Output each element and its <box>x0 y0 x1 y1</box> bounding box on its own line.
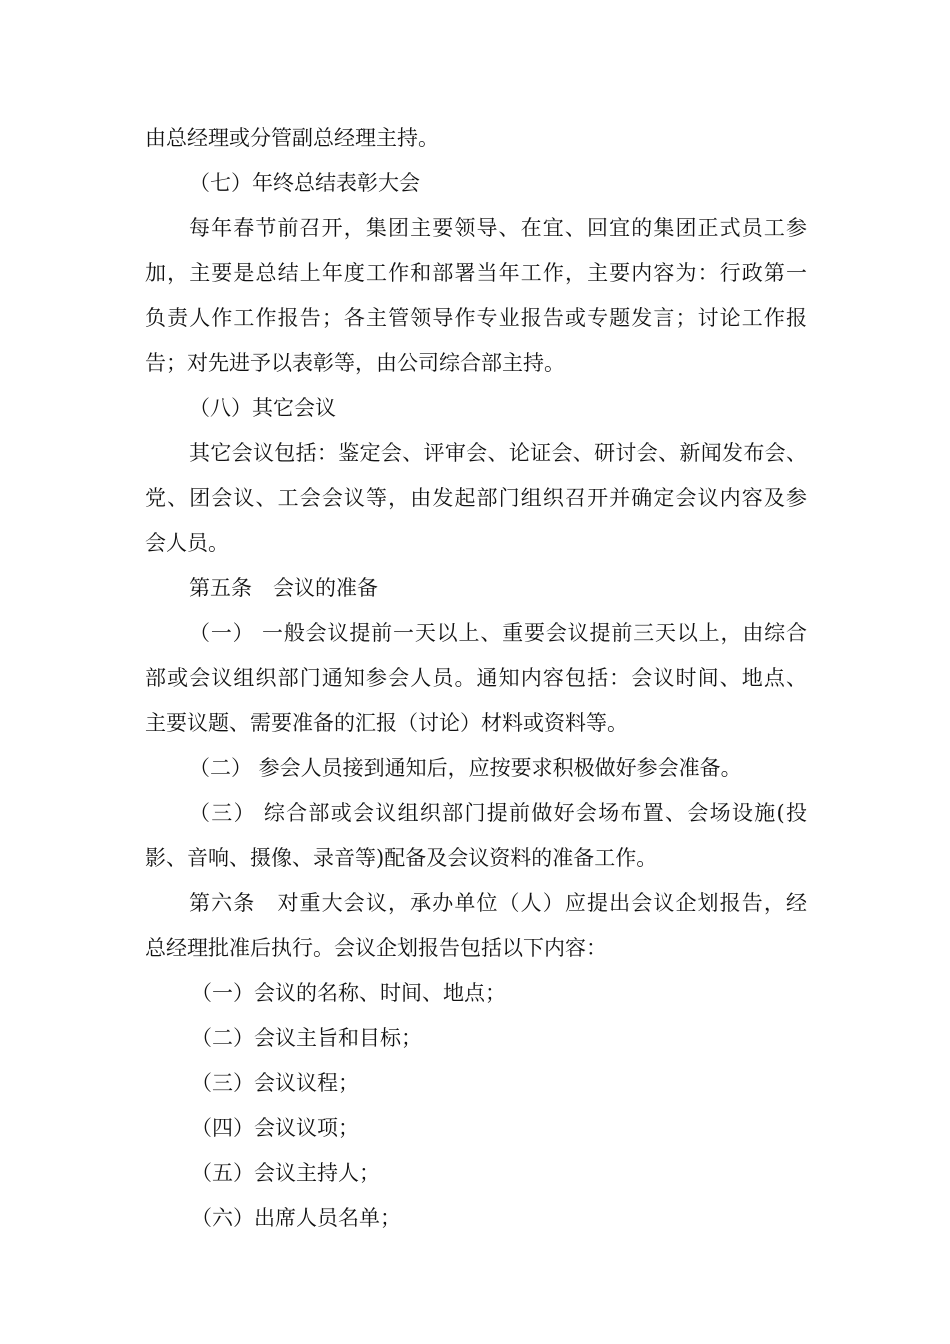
section-heading: （八）其它会议 <box>189 396 336 420</box>
text-line: 总经理批准后执行。会议企划报告包括以下内容： <box>145 936 607 960</box>
list-item: （四）会议议项； <box>191 1116 359 1140</box>
list-item: （五）会议主持人； <box>191 1161 380 1185</box>
text-line: 其它会议包括：鉴定会、评审会、论证会、研讨会、新闻发布会、 <box>189 441 807 465</box>
text-line: 负责人作工作报告；各主管领导作专业报告或专题发言；讨论工作报 <box>145 306 807 330</box>
text-line: 部或会议组织部门通知参会人员。通知内容包括：会议时间、地点、 <box>145 666 807 690</box>
list-item: （六）出席人员名单； <box>191 1206 401 1230</box>
text-line: 会人员。 <box>145 531 229 555</box>
text-line: 由总经理或分管副总经理主持。 <box>145 126 439 150</box>
list-item: （三）会议议程； <box>191 1071 359 1095</box>
text-line: （一） 一般会议提前一天以上、重要会议提前三天以上，由综合 <box>189 621 807 645</box>
text-line: 告；对先进予以表彰等，由公司综合部主持。 <box>145 351 565 375</box>
text-line: 主要议题、需要准备的汇报（讨论）材料或资料等。 <box>145 711 628 735</box>
text-line: 党、团会议、工会会议等，由发起部门组织召开并确定会议内容及参 <box>145 486 807 510</box>
text-line: 加，主要是总结上年度工作和部署当年工作，主要内容为：行政第一 <box>145 261 807 285</box>
text-line: （二） 参会人员接到通知后，应按要求积极做好参会准备。 <box>189 756 742 780</box>
text-line: 每年春节前召开，集团主要领导、在宜、回宜的集团正式员工参 <box>189 216 807 240</box>
list-item: （一）会议的名称、时间、地点； <box>191 981 506 1005</box>
list-item: （二）会议主旨和目标； <box>191 1026 422 1050</box>
article-heading: 第六条 对重大会议，承办单位（人）应提出会议企划报告，经 <box>189 891 807 915</box>
article-heading: 第五条 会议的准备 <box>189 576 378 600</box>
document-body <box>145 116 807 1241</box>
text-line: （三） 综合部或会议组织部门提前做好会场布置、会场设施(投 <box>189 801 807 825</box>
section-heading: （七）年终总结表彰大会 <box>189 171 420 195</box>
text-line: 影、音响、摄像、录音等)配备及会议资料的准备工作。 <box>145 846 658 870</box>
